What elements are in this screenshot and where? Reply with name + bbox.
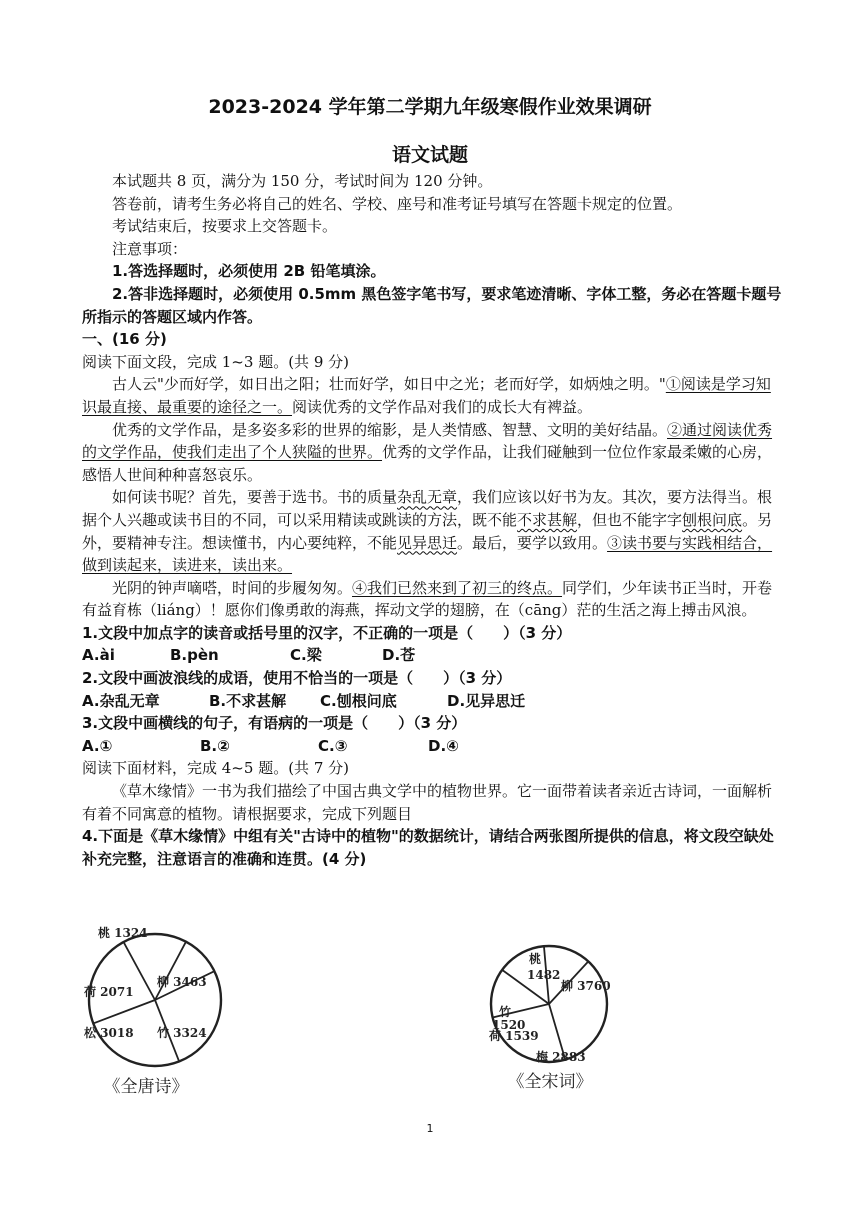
question-1-options <box>82 644 782 667</box>
page-number: 1 <box>426 1122 434 1135</box>
question-2-options <box>82 690 782 713</box>
wavy-idiom-2: 不求甚解 <box>517 510 578 529</box>
option-c: C.梁 <box>290 646 322 665</box>
option-b: B.② <box>200 736 230 755</box>
note-2: 2.答非选择题时，必须使用 0.5mm 黑色签字笔书写，要求笔迹清晰、字体工整，务必在答题卡题号所指示的答题区域内作答。 <box>82 284 782 326</box>
page-title: 2023-2024 学年第二学期九年级寒假作业效果调研 <box>208 96 652 118</box>
section-1-instruction: 阅读下面文段，完成 1~3 题。(共 9 分) <box>82 352 349 371</box>
page-subtitle: 语文试题 <box>391 144 468 166</box>
pie-label: 荷 1539 <box>489 1029 539 1043</box>
question-1-stem: 1.文段中加点字的读音或括号里的汉字，不正确的一项是（ ）（3 分） <box>82 623 572 642</box>
wavy-idiom-1: 杂乱无章 <box>397 488 458 507</box>
intro-line: 考试结束后，按要求上交答题卡。 <box>112 217 338 236</box>
option-b: B.不求甚解 <box>209 691 287 710</box>
passage-paragraph-4 <box>82 577 782 622</box>
question-3-options <box>82 735 782 758</box>
chart-title: 《全唐诗》 <box>103 1077 189 1097</box>
p1-text: 阅读优秀的文学作品对我们的成长大有裨益。 <box>292 397 593 416</box>
p3-text: 如何读书呢？首先，要善于选书。书的质量 <box>112 488 398 507</box>
pie-label: 柳 3760 <box>561 979 611 993</box>
pie-charts <box>80 920 780 1100</box>
p2-text: 优秀的文学作品，让我们碰触到一位位作家最柔嫩的心房，感悟人世间种种喜怒哀乐。 <box>82 443 773 484</box>
pie-label: 梅 2883 <box>536 1050 586 1064</box>
underlined-sentence-3: ③读书要与实践相结合，做到读起来，读进来，读出来。 <box>82 533 773 575</box>
option-a: A.① <box>82 736 113 755</box>
wavy-idiom-4: 见异思迁 <box>397 533 458 552</box>
question-2-stem: 2.文段中画波浪线的成语，使用不恰当的一项是（ ）（3 分） <box>82 669 512 688</box>
p2-text: 优秀的文学作品，是多姿多彩的世界的缩影，是人类情感、智慧、文明的美好结晶。 <box>112 420 668 439</box>
pie-label: 荷 2071 <box>84 985 134 999</box>
note-1: 1.答选择题时，必须使用 2B 铅笔填涂。 <box>112 262 386 281</box>
pie-label: 1482 <box>527 968 561 982</box>
intro-line: 注意事项： <box>112 239 188 258</box>
section-2-instruction: 阅读下面材料，完成 4~5 题。(共 7 分) <box>82 759 349 778</box>
pie-label: 竹 <box>499 1005 512 1019</box>
p4-text: 光阴的钟声嘀嗒，时间的步履匆匆。 <box>112 578 353 597</box>
passage-paragraph-3 <box>82 486 782 576</box>
pie-label: 松 3018 <box>84 1026 134 1040</box>
underlined-sentence-1: ①阅读是学习知识最直接、最重要的途径之一。 <box>82 375 771 416</box>
p1-text: 古人云"少而好学，如日出之阳；壮而好学，如日中之光；老而好学，如炳烛之明。" <box>112 375 666 394</box>
underlined-sentence-2: ②通过阅读优秀的文学作品，使我们走出了个人狭隘的世界。 <box>82 420 773 462</box>
pie-label: 1520 <box>492 1018 526 1032</box>
option-b: B.pèn <box>170 646 219 665</box>
question-3-stem: 3.文段中画横线的句子，有语病的一项是（ ）（3 分） <box>82 714 467 733</box>
underlined-sentence-4: ④我们已然来到了初三的终点。 <box>352 578 563 597</box>
section-2-paragraph: 《草木缘情》一书为我们描绘了中国古典文学中的植物世界。它一面带着读者亲近古诗词，一面解析有着不同寓意的植物。请根据要求，完成下列题目 <box>82 782 773 823</box>
option-d: D.苍 <box>382 646 416 665</box>
pie-label: 柳 3463 <box>157 975 207 989</box>
pie-label: 桃 <box>529 952 542 966</box>
intro-line: 答卷前，请考生务必将自己的姓名、学校、座号和准考证号填写在答题卡规定的位置。 <box>112 194 683 213</box>
pie-chart-tang <box>83 925 221 1097</box>
pie-slice-桃 <box>155 942 186 1000</box>
option-a: A.ài <box>82 646 115 665</box>
intro-line: 本试题共 8 页，满分为 150 分，考试时间为 120 分钟。 <box>112 172 493 190</box>
chart-title: 《全宋词》 <box>507 1072 593 1092</box>
pie-slice-松 <box>93 1000 155 1023</box>
exam-body <box>82 170 782 870</box>
question-4-stem: 4.下面是《草木缘情》中组有关"古诗中的植物"的数据统计，请结合两张图所提供的信息，将文段空缺处补充完整，注意语言的准确和连贯。(4 分) <box>82 827 774 868</box>
pie-label: 桃 1324 <box>98 926 148 940</box>
passage-paragraph-1 <box>82 373 782 418</box>
p3-text: ，我们应该以好书为友。其次，要方法得当。根据个人兴趣或读书目的不同，可以采用精读或跳读的方法，既不能 <box>82 488 773 529</box>
p4-text: 同学们，少年读书正当时，开卷有益育栋（liáng）！愿你们像勇敢的海燕，挥动文学的翅膀，在（cāng）茫的生活之海上搏击风浪。 <box>82 578 773 620</box>
option-d: D.见异思迁 <box>447 691 526 710</box>
wavy-idiom-3: 刨根问底 <box>682 510 743 529</box>
option-c: C.刨根问底 <box>320 691 397 710</box>
option-c: C.③ <box>318 736 348 755</box>
passage-paragraph-2 <box>82 419 782 487</box>
pie-chart-song <box>489 946 611 1092</box>
section-1-heading: 一、(16 分) <box>82 330 167 349</box>
p3-text: 。最后，要学以致用。 <box>457 533 608 552</box>
pie-label: 竹 3324 <box>157 1026 207 1040</box>
p3-text: ，但也不能字字 <box>577 510 683 529</box>
p3-text: 。另外，要精神专注。想读懂书，内心要纯粹，不能 <box>82 510 773 552</box>
option-a: A.杂乱无章 <box>82 691 160 710</box>
option-d: D.④ <box>428 736 459 755</box>
